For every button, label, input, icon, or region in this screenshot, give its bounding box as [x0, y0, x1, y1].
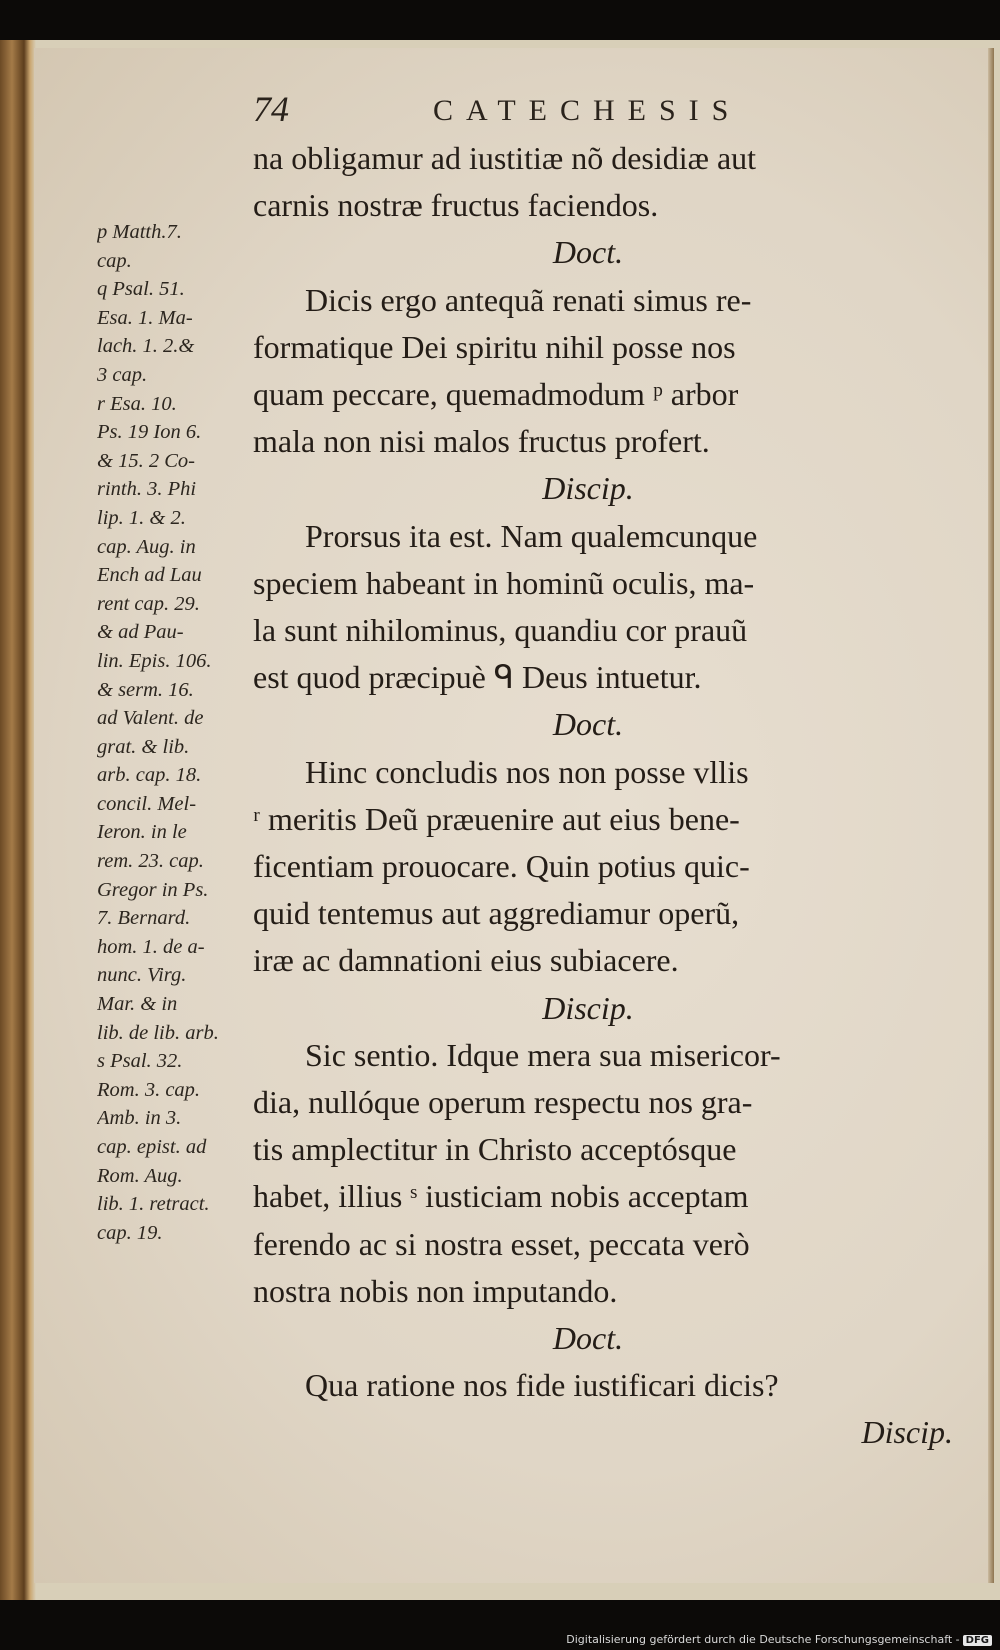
text-line: Hinc concludis nos non posse vllis: [305, 753, 749, 790]
text-line: formatique Dei spiritu nihil posse nos: [253, 328, 736, 365]
text-line: tis amplectitur in Christo acceptósque: [253, 1131, 737, 1168]
margin-note-line: Gregor in Ps.: [97, 878, 209, 901]
credit-text: Digitalisierung gefördert durch die Deutsche Forschungsgemeinschaft -: [566, 1633, 960, 1646]
margin-note-line: & 15. 2 Co-: [97, 449, 195, 472]
text-line: quam peccare, quemadmodum ᵖ arbor: [253, 376, 739, 413]
margin-note-line: rem. 23. cap.: [97, 850, 204, 873]
text-line: carnis nostræ fructus faciendos.: [253, 187, 659, 224]
margin-note-line: rent cap. 29.: [97, 592, 200, 615]
funding-credit: [566, 1633, 992, 1646]
margin-note-line: cap.: [97, 249, 132, 272]
main-text: [253, 135, 953, 1457]
text-line: est quod præcipuè ᑫ Deus intuetur.: [253, 659, 702, 696]
margin-note-line: cap. 19.: [97, 1221, 163, 1244]
page-edge: [988, 48, 994, 1583]
margin-note-line: p Matth.7.: [97, 221, 182, 243]
text-line: Prorsus ita est. Nam qualemcunque: [305, 517, 758, 554]
margin-note-line: rinth. 3. Phi: [97, 478, 197, 501]
margin-note-line: Mar. & in: [97, 993, 178, 1016]
text-line: ferendo ac si nostra esset, peccata verò: [253, 1225, 750, 1262]
margin-note-line: nunc. Virg.: [97, 964, 187, 987]
text-line: iræ ac damnationi eius subiacere.: [253, 942, 679, 979]
speaker-label: Discip.: [542, 989, 634, 1026]
margin-note-line: & serm. 16.: [97, 678, 194, 701]
marginal-notes: [97, 218, 257, 1247]
text-line: ficentiam prouocare. Quin potius quic-: [253, 848, 750, 885]
margin-note-line: Amb. in 3.: [97, 1107, 182, 1130]
margin-note-line: hom. 1. de a-: [97, 935, 205, 958]
text-line: Dicis ergo antequã renati simus re-: [305, 281, 752, 318]
margin-note-line: cap. Aug. in: [97, 535, 196, 558]
margin-note-line: Ps. 19 Ion 6.: [97, 421, 202, 444]
speaker-label: Doct.: [552, 706, 624, 743]
text-line: Sic sentio. Idque mera sua misericor-: [305, 1036, 781, 1073]
margin-note-line: 7. Bernard.: [97, 907, 191, 930]
margin-note-line: grat. & lib.: [97, 735, 190, 758]
margin-note-line: Ieron. in le: [97, 821, 187, 844]
speaker-label: Doct.: [552, 234, 624, 271]
footer-bar: [0, 1630, 1000, 1650]
text-line: mala non nisi malos fructus profert.: [253, 423, 710, 460]
margin-note-line: concil. Mel-: [97, 792, 197, 815]
margin-note-line: Rom. 3. cap.: [97, 1078, 201, 1101]
dfg-badge: DFG: [963, 1635, 992, 1646]
text-line: habet, illius ˢ iusticiam nobis acceptam: [253, 1178, 749, 1215]
margin-note-line: lib. de lib. arb.: [97, 1021, 219, 1044]
margin-note-line: Ench ad Lau: [97, 564, 202, 587]
margin-note-line: lach. 1. 2.&: [97, 335, 195, 358]
margin-note-line: ad Valent. de: [97, 707, 204, 730]
margin-note-line: r Esa. 10.: [97, 392, 177, 415]
speaker-label: Discip.: [542, 470, 634, 507]
text-line: nostra nobis non imputando.: [253, 1272, 618, 1309]
margin-note-line: Rom. Aug.: [97, 1164, 183, 1187]
text-line: speciem habeant in hominũ oculis, ma-: [253, 564, 755, 601]
margin-note-line: lib. 1. retract.: [97, 1193, 210, 1216]
page-header: [253, 88, 813, 136]
margin-note-line: q Psal. 51.: [97, 278, 185, 301]
margin-note-line: lip. 1. & 2.: [97, 506, 186, 529]
page-number: 74: [253, 89, 289, 129]
margin-note-line: Esa. 1. Ma-: [97, 306, 193, 329]
text-line: Qua ratione nos fide iustificari dicis?: [305, 1367, 779, 1404]
text-line: quid tentemus aut aggrediamur operũ,: [253, 895, 740, 932]
margin-note-line: arb. cap. 18.: [97, 764, 202, 787]
margin-note-line: lin. Epis. 106.: [97, 649, 212, 672]
text-line: dia, nullóque operum respectu nos gra-: [253, 1084, 753, 1121]
text-line: ʳ meritis Deũ præuenire aut eius bene-: [253, 800, 740, 837]
margin-note-line: cap. epist. ad: [97, 1136, 207, 1158]
text-line: na obligamur ad iustitiæ nõ desidiæ aut: [253, 140, 757, 176]
running-title: CATECHESIS: [433, 94, 742, 127]
margin-note-line: 3 cap.: [97, 363, 148, 386]
text-line: la sunt nihilominus, quandiu cor prauũ: [253, 612, 748, 649]
catchword: Discip.: [861, 1414, 953, 1451]
margin-note-line: s Psal. 32.: [97, 1050, 183, 1073]
margin-note-line: & ad Pau-: [97, 621, 184, 644]
speaker-label: Doct.: [552, 1320, 624, 1357]
